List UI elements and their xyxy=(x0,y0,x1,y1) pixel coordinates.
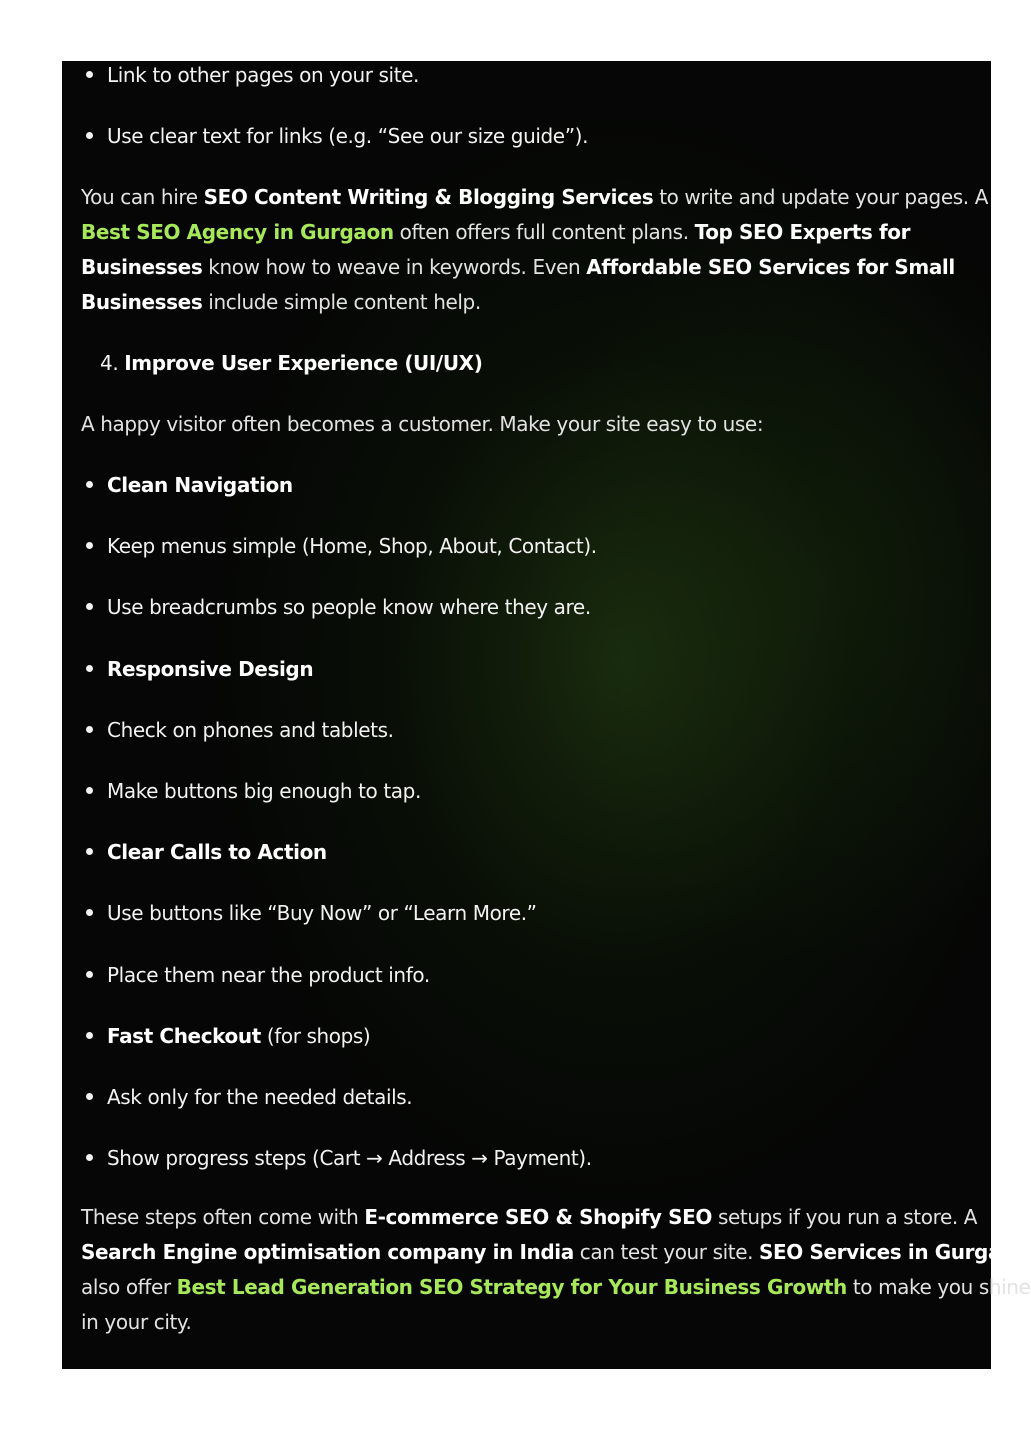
list-item-rest: Keep menus simple (Home, Shop, About, Contact). xyxy=(107,534,597,558)
link-lead-generation[interactable]: Best Lead Generation SEO Strategy for Your Business Growth xyxy=(176,1275,847,1299)
list-item-text xyxy=(107,652,313,687)
list-item-strong: Responsive Design xyxy=(107,657,314,681)
list-item-text xyxy=(107,774,421,809)
bullet-dot xyxy=(86,971,93,978)
bullet-dot xyxy=(86,1154,93,1161)
text-span: You can hire xyxy=(81,185,204,209)
bullet-dot xyxy=(86,909,93,916)
bullet-dot xyxy=(86,787,93,794)
list-item-rest: Make buttons big enough to tap. xyxy=(107,779,421,803)
article-panel xyxy=(62,61,1031,1369)
bullet-dot xyxy=(86,1032,93,1039)
list-item-rest: Place them near the product info. xyxy=(107,963,430,987)
list-item-text xyxy=(107,1141,592,1176)
list-item-strong: Fast Checkout xyxy=(107,1024,261,1048)
text-span: in your city. xyxy=(81,1310,192,1334)
bold-term: Top SEO Experts for xyxy=(694,220,911,244)
list-item-text xyxy=(107,896,537,931)
bullet-dot xyxy=(86,726,93,733)
section-heading xyxy=(100,346,482,381)
list-item-text xyxy=(107,529,597,564)
text-span: setups if you run a store. A xyxy=(712,1205,978,1229)
list-item-strong: Clean Navigation xyxy=(107,473,293,497)
bullet-dot xyxy=(86,1093,93,1100)
text-span: include simple content help. xyxy=(202,290,481,314)
list-item-rest: Use buttons like “Buy Now” or “Learn More.” xyxy=(107,901,537,925)
list-item-strong: Clear Calls to Action xyxy=(107,840,327,864)
heading-number: 4. xyxy=(100,351,119,375)
bullet-dot xyxy=(86,542,93,549)
list-item-rest: Check on phones and tablets. xyxy=(107,718,394,742)
list-item-text xyxy=(107,713,394,748)
bullet-dot xyxy=(86,481,93,488)
text-span: also offer xyxy=(81,1275,177,1299)
list-item-rest: (for shops) xyxy=(260,1024,371,1048)
paragraph-ecommerce xyxy=(81,1200,1031,1340)
text-span: to make you shine xyxy=(846,1275,1031,1299)
bullet-dot xyxy=(86,71,93,78)
link-best-seo-agency[interactable]: Best SEO Agency in Gurgaon xyxy=(81,220,394,244)
list-item-text xyxy=(107,1019,370,1054)
list-item-text: Use clear text for links (e.g. “See our size guide”). xyxy=(107,124,589,148)
text-span: These steps often come with xyxy=(81,1205,365,1229)
bold-term: SEO Content Writing & Blogging Services xyxy=(203,185,654,209)
list-item-text xyxy=(107,958,430,993)
heading-title: Improve User Experience (UI/UX) xyxy=(124,351,483,375)
bold-term: Search Engine optimisation company in India xyxy=(81,1240,574,1264)
text-span: often offers full content plans. xyxy=(393,220,695,244)
list-item-rest: Use breadcrumbs so people know where they are. xyxy=(107,595,591,619)
list-item-text: Link to other pages on your site. xyxy=(107,63,419,87)
bullet-dot xyxy=(86,132,93,139)
list-item-text xyxy=(107,835,327,870)
list-item-text xyxy=(107,468,293,503)
bold-term: Affordable SEO Services for Small xyxy=(586,255,955,279)
bullet-dot xyxy=(86,848,93,855)
text-span: know how to weave in keywords. Even xyxy=(202,255,587,279)
intro-paragraph: A happy visitor often becomes a customer. Make your site easy to use: xyxy=(81,412,764,436)
bullet-dot xyxy=(86,603,93,610)
bold-term: Businesses xyxy=(81,290,203,314)
list-item-text xyxy=(107,590,591,625)
list-item-rest: Ask only for the needed details. xyxy=(107,1085,413,1109)
bold-term: E-commerce SEO & Shopify SEO xyxy=(364,1205,712,1229)
list-item-rest: Show progress steps (Cart → Address → Payment). xyxy=(107,1146,592,1170)
text-span: to write and update your pages. A xyxy=(653,185,988,209)
bold-term: SEO Services in Gurgaon xyxy=(759,1240,1029,1264)
paragraph-content-services xyxy=(81,180,988,320)
bullet-dot xyxy=(86,665,93,672)
text-span: can test your site. xyxy=(573,1240,760,1264)
bold-term: Businesses xyxy=(81,255,203,279)
list-item-text xyxy=(107,1080,412,1115)
